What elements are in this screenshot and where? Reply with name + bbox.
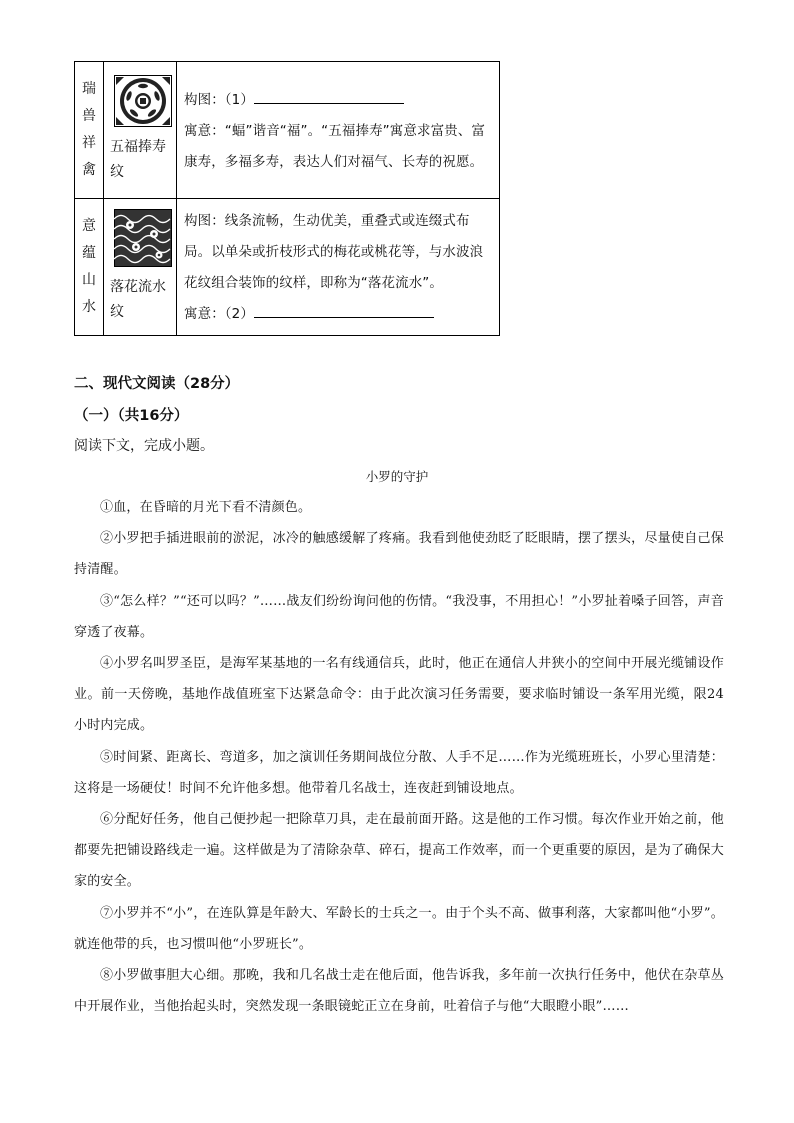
article-title: 小罗的守护: [365, 469, 429, 484]
category-char: 兽: [82, 108, 96, 124]
category-char: 山: [82, 272, 96, 288]
article-paragraph: ⑤时间紧、距离长、弯道多，加之演训任务期间战位分散、人手不足……作为光缆班班长，小罗心里清楚：这将是一场硬仗！时间不允许他多想。他带着几名战士，连夜赶到铺设地点。: [74, 749, 724, 796]
answer-blank-1[interactable]: [254, 89, 404, 104]
section-title: 二、现代文阅读（28分）: [74, 376, 240, 392]
category-char: 禽: [82, 162, 96, 178]
meaning-question: [184, 299, 495, 330]
article-paragraph: ①血，在昏暗的月光下看不清颜色。: [100, 500, 312, 515]
article-body: [74, 492, 724, 1022]
pattern-cell: [104, 62, 177, 199]
category-char: 瑞: [82, 81, 96, 97]
category-cell: [75, 199, 104, 336]
article-paragraph: ⑧小罗做事胆大心细。那晚，我和几名战士走在他后面，他告诉我，多年前一次执行任务中，他伏在杂草丛中开展作业，当他抬起头时，突然发现一条眼镜蛇正立在身前，吐着信子与他“大眼瞪小眼”……: [74, 968, 724, 1015]
instruction-text: 阅读下文，完成小题。: [74, 438, 214, 454]
category-char: 祥: [82, 135, 96, 151]
pattern-cell: [104, 199, 177, 336]
meaning-text: 寓意：“蝠”谐音“福”。“五福捧寿”寓意求富贵、富康寿，多福多寿，表达人们对福气、长寿的祝愿。: [184, 122, 485, 170]
table-row: [75, 199, 500, 336]
category-cell: [75, 62, 104, 199]
pattern-name: 落花流水纹: [110, 279, 166, 320]
category-char: 意: [82, 218, 96, 234]
five-blessings-pattern-image: [114, 75, 172, 127]
meaning-label: 寓意：（2）: [184, 306, 254, 322]
article-paragraph: ⑥分配好任务，他自己便抄起一把除草刀具，走在最前面开路。这是他的工作习惯。每次作业开始之前，他都要先把铺设路线走一遍。这样做是为了清除杂草、碎石，提高工作效率，而一个更重要的原因，是为了确保大家的安全。: [74, 812, 724, 890]
composition-question: [184, 85, 495, 116]
article-paragraph: ④小罗名叫罗圣臣，是海军某基地的一名有线通信兵，此时，他正在通信人井狭小的空间中开展光缆铺设作业。前一天傍晚，基地作战值班室下达紧急命令：由于此次演习任务需要，要求临时铺设一条军用光缆，限24小时内完成。: [74, 656, 724, 734]
falling-flowers-water-pattern-image: [114, 209, 172, 267]
article-paragraph: ③“怎么样？”“还可以吗？”……战友们纷纷询问他的伤情。“我没事，不用担心！”小罗扯着嗓子回答，声音穿透了夜幕。: [74, 593, 724, 640]
description-cell: [177, 199, 500, 336]
article-paragraph: ⑦小罗并不“小”，在连队算是年龄大、军龄长的士兵之一。由于个头不高、做事利落，大家都叫他“小罗”。就连他带的兵，也习惯叫他“小罗班长”。: [74, 905, 724, 952]
description-cell: [177, 62, 500, 199]
category-char: 水: [82, 299, 96, 315]
composition-text: 构图：线条流畅，生动优美，重叠式或连缀式布局。以单朵或折枝形式的梅花或桃花等，与水波浪花纹组合装饰的纹样，即称为“落花流水”。: [184, 213, 484, 291]
composition-label: 构图：（1）: [184, 91, 254, 108]
article-paragraph: ②小罗把手插进眼前的淤泥，冰冷的触感缓解了疼痛。我看到他使劲眨了眨眼睛，摆了摆头，尽量使自己保持清醒。: [74, 531, 724, 578]
category-label: [75, 76, 103, 184]
motif-table: [74, 61, 500, 336]
subsection-title: （一）（共16分）: [74, 408, 189, 424]
pattern-name: 五福捧寿纹: [110, 139, 166, 180]
category-char: 蕴: [82, 245, 96, 261]
category-label: [75, 213, 103, 321]
answer-blank-2[interactable]: [254, 303, 434, 318]
table-row: [75, 62, 500, 199]
